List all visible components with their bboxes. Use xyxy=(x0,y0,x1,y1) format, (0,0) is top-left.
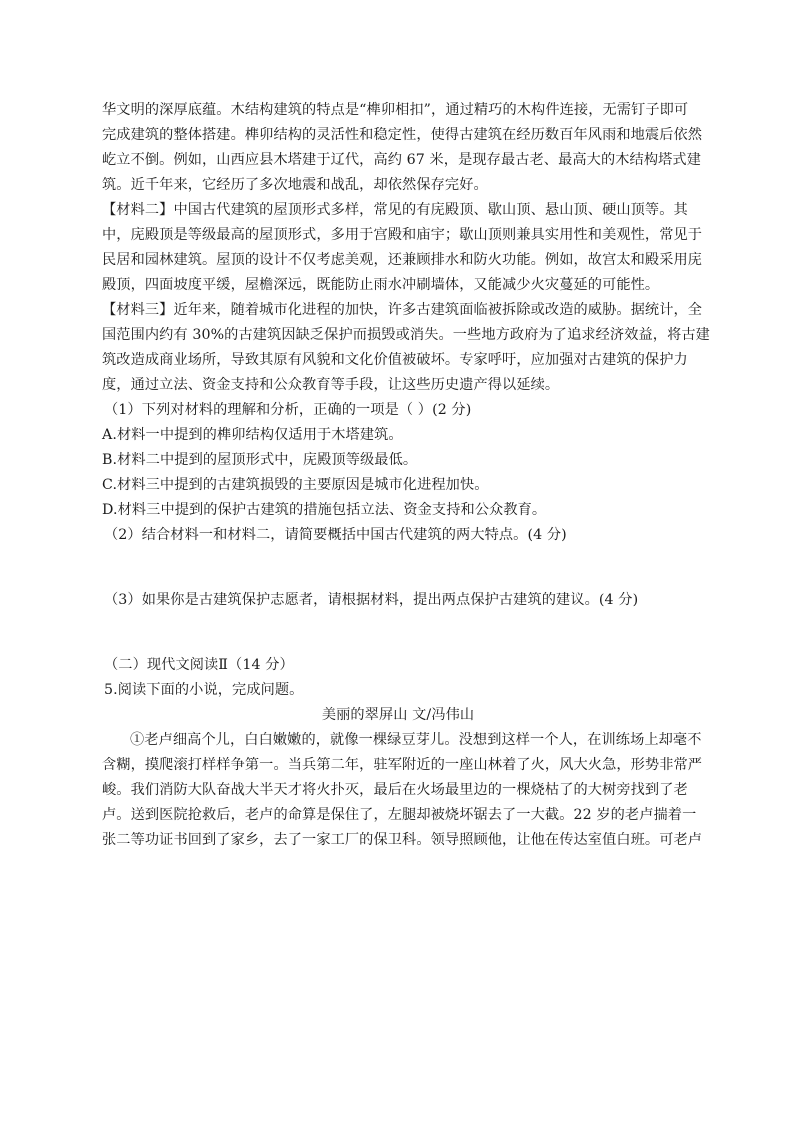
story-title: 美丽的翠屏山 文/冯伟山 xyxy=(321,707,475,723)
question-2: （2）结合材料一和材料二，请简要概括中国古代建筑的两大特点。(4 分) xyxy=(104,527,567,543)
text-line: 峻。我们消防大队奋战大半天才将火扑灭，最后在火场最里边的一棵烧枯了的大树旁找到了老 xyxy=(102,782,688,798)
text-line: 含糊，摸爬滚打样样争第一。当兵第二年，驻军附近的一座山林着了火，风大火急，形势非常严 xyxy=(102,757,703,773)
question-1-options xyxy=(102,423,694,523)
text-line: 张二等功证书回到了家乡，去了一家工厂的保卫科。领导照顾他，让他在传达室值白班。可老卢 xyxy=(102,832,703,848)
text-line: 度，通过立法、资金支持和公众教育等手段，让这些历史遗产得以延续。 xyxy=(102,377,560,393)
text-line: ①老卢细高个儿，白白嫩嫩的，就像一棵绿豆芽儿。没想到这样一个人，在训练场上却毫不 xyxy=(130,732,702,748)
text-line: 【材料三】近年来，随着城市化进程的加快，许多古建筑面临被拆除或改造的威胁。据统计，全 xyxy=(102,302,703,318)
option-a: A.材料一中提到的榫卯结构仅适用于木塔建筑。 xyxy=(102,427,403,443)
material-1-tail xyxy=(102,98,703,198)
text-line: 【材料二】中国古代建筑的屋顶形式多样，常见的有庑殿顶、歇山顶、悬山顶、硬山顶等。其 xyxy=(102,202,688,218)
document-page xyxy=(102,98,710,853)
text-line: 中，庑殿顶是等级最高的屋顶形式，多用于宫殿和庙宇；歇山顶则兼具实用性和美观性，常见于 xyxy=(102,227,703,243)
answer-space xyxy=(102,613,694,653)
text-line: 筑。近千年来，它经历了多次地震和战乱，却依然保存完好。 xyxy=(102,177,488,193)
text-line: 国范围内约有 30%的古建筑因缺乏保护而损毁或消失。一些地方政府为了追求经济效益，将古建 xyxy=(102,327,710,343)
question-3: （3）如果你是古建筑保护志愿者，请根据材料，提出两点保护古建筑的建议。(4 分) xyxy=(104,592,639,608)
story-body xyxy=(102,728,703,853)
text-line: 民居和园林建筑。屋顶的设计不仅考虑美观，还兼顾排水和防火功能。例如，故宫太和殿采用庑 xyxy=(102,252,703,268)
text-line: 完成建筑的整体搭建。榫卯结构的灵活性和稳定性，使得古建筑在经历数百年风雨和地震后依然 xyxy=(102,127,703,143)
section-2-title: （二）现代文阅读Ⅱ（14 分） xyxy=(104,657,294,673)
option-d: D.材料三中提到的保护古建筑的措施包括立法、资金支持和公众教育。 xyxy=(102,502,547,518)
text-line: 筑改造成商业场所，导致其原有风貌和文化价值被破坏。专家呼吁，应加强对古建筑的保护力 xyxy=(102,352,688,368)
material-2 xyxy=(102,198,703,298)
option-b: B.材料二中提到的屋顶形式中，庑殿顶等级最低。 xyxy=(102,452,418,468)
option-c: C.材料三中提到的古建筑损毁的主要原因是城市化进程加快。 xyxy=(102,477,489,493)
text-line: 卢。送到医院抢救后，老卢的命算是保住了，左腿却被烧坏锯去了一大截。22 岁的老卢揣着一 xyxy=(102,807,697,823)
question-1: （1）下列对材料的理解和分析，正确的一项是（ ）(2 分) xyxy=(104,402,472,418)
material-3 xyxy=(102,298,710,398)
answer-space xyxy=(102,548,694,588)
text-line: 殿顶，四面坡度平缓，屋檐深远，既能防止雨水冲刷墙体，又能减少火灾蔓延的可能性。 xyxy=(102,277,660,293)
text-line: 屹立不倒。例如，山西应县木塔建于辽代，高约 67 米，是现存最古老、最高大的木结构塔式建 xyxy=(102,152,701,168)
question-5: 5.阅读下面的小说，完成问题。 xyxy=(104,682,304,698)
text-line: 华文明的深厚底蕴。木结构建筑的特点是“榫卯相扣”，通过精巧的木构件连接，无需钉子即可 xyxy=(102,102,689,118)
